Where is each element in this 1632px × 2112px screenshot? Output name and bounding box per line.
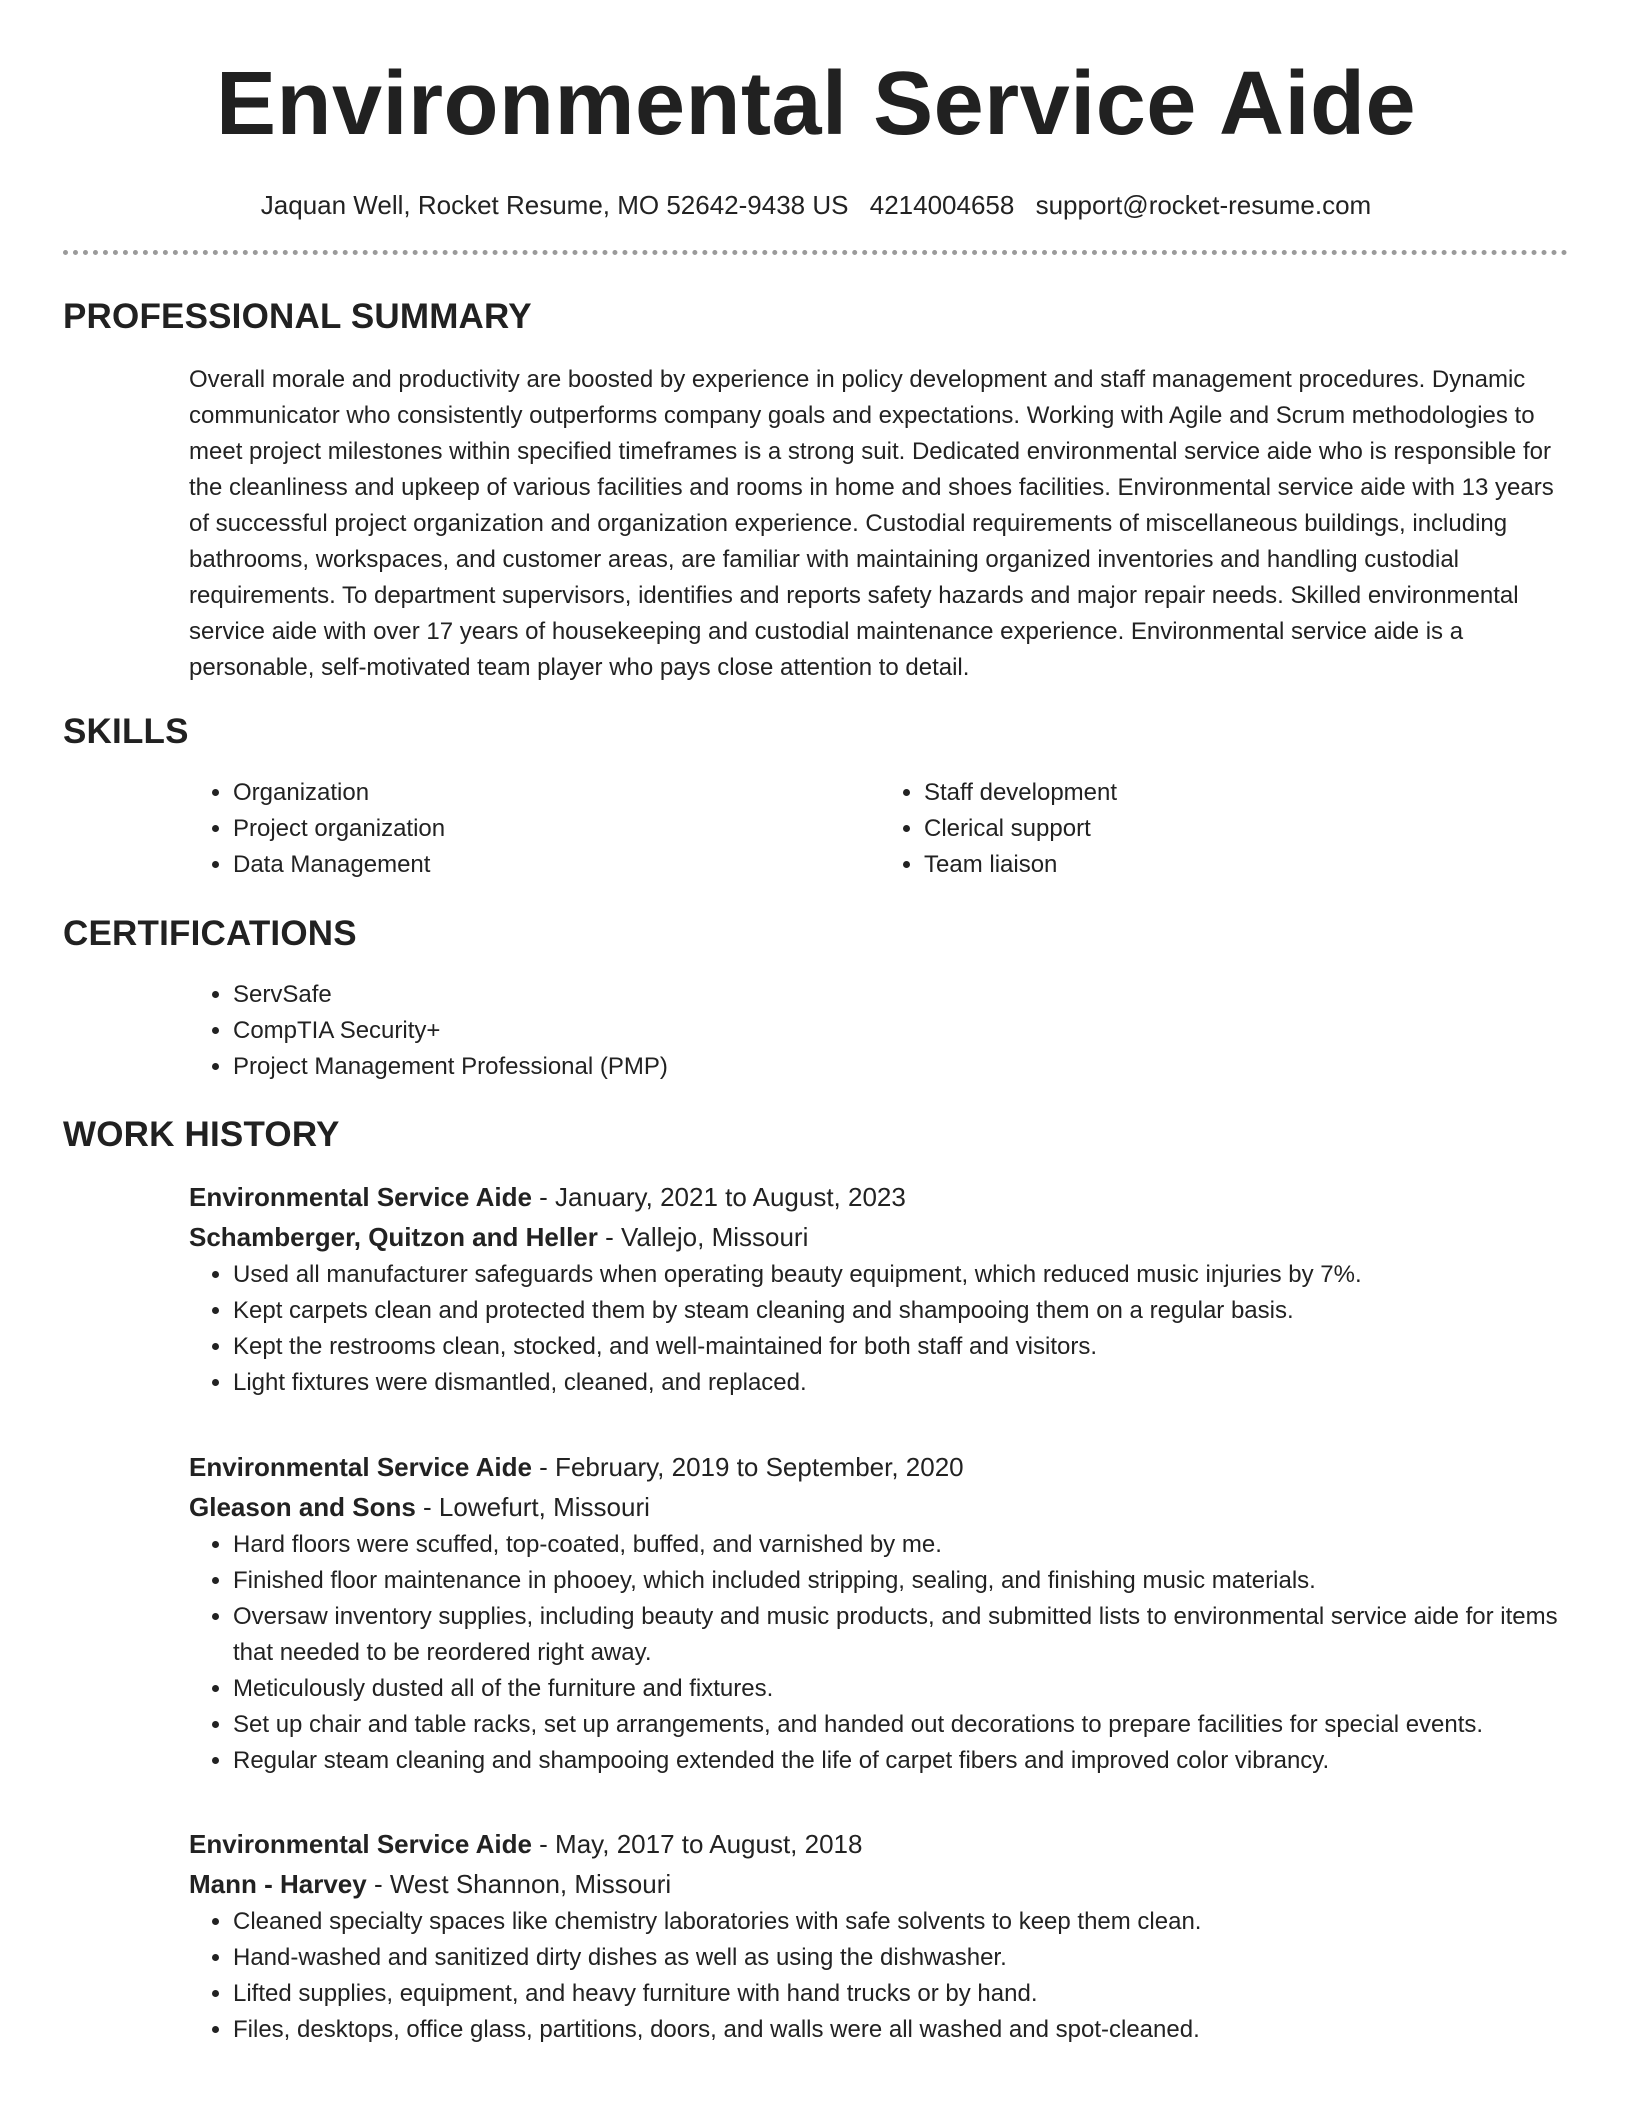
job-dates: - May, 2017 to August, 2018	[531, 1829, 863, 1859]
job-role: Environmental Service Aide	[189, 1182, 532, 1212]
skills-list-right	[880, 775, 1571, 883]
contact-phone: 4214004658	[869, 190, 1015, 220]
job-company: Mann - Harvey	[189, 1869, 367, 1899]
certification-item: • CompTIA Security+	[233, 1013, 1571, 1049]
header-divider	[63, 250, 1568, 255]
job-role: Environmental Service Aide	[189, 1829, 532, 1859]
certification-item: • Project Management Professional (PMP)	[233, 1049, 1571, 1085]
job-company-line	[189, 1864, 1571, 1904]
contact-line	[0, 188, 1632, 222]
job-duty: • Light fixtures were dismantled, cleaned, and replaced.	[233, 1365, 1571, 1401]
job-company: Gleason and Sons	[189, 1492, 416, 1522]
job-duty: • Lifted supplies, equipment, and heavy furniture with hand trucks or by hand.	[233, 1976, 1571, 2012]
job-company-line	[189, 1217, 1571, 1257]
job-duty: • Hard floors were scuffed, top-coated, buffed, and varnished by me.	[233, 1527, 1571, 1563]
job-duties	[189, 1904, 1571, 2048]
job-dates: - February, 2019 to September, 2020	[531, 1452, 964, 1482]
skills-list-left	[189, 775, 880, 883]
skill-item: • Team liaison	[924, 847, 1571, 883]
job-duty: • Used all manufacturer safeguards when operating beauty equipment, which reduced music injuries by 7%.	[233, 1257, 1571, 1293]
job-duty: • Kept the restrooms clean, stocked, and well-maintained for both staff and visitors.	[233, 1329, 1571, 1365]
contact-email: support@rocket-resume.com	[1035, 190, 1372, 220]
job-title-line	[189, 1177, 1571, 1217]
summary-heading: PROFESSIONAL SUMMARY	[63, 297, 532, 336]
skills-heading: SKILLS	[63, 712, 189, 751]
summary-text: Overall morale and productivity are boosted by experience in policy development and staff management procedures. Dynamic communicator who consistently outperforms company goals and expectations. Working with Agile and Scrum methodologies to meet project milestones within specified timeframes is a strong suit. Dedicated environmental service aide who is responsible for the cleanliness and upkeep of various facilities and rooms in home and shoes facilities. Environmental service aide with 13 years of successful project organization and organization experience. Custodial requirements of miscellaneous buildings, including bathrooms, workspaces, and customer areas, are familiar with maintaining organized inventories and handling custodial requirements. To department supervisors, identifies and reports safety hazards and major repair needs. Skilled environmental service aide with over 17 years of housekeeping and custodial maintenance experience. Environmental service aide is a personable, self-motivated team player who pays close attention to detail.	[189, 366, 1554, 681]
job-entry	[189, 1177, 1571, 1401]
resume-name: Environmental Service Aide	[215, 54, 1417, 154]
certifications-heading: CERTIFICATIONS	[63, 914, 357, 953]
job-duty: • Oversaw inventory supplies, including beauty and music products, and submitted lists to environmental service aide for items that needed to be reordered right away.	[233, 1599, 1571, 1671]
job-entry	[189, 1447, 1571, 1779]
certification-item: • ServSafe	[233, 977, 1571, 1013]
job-duty: • Set up chair and table racks, set up arrangements, and handed out decorations to prepare facilities for special events.	[233, 1707, 1571, 1743]
job-duties	[189, 1257, 1571, 1401]
job-duties	[189, 1527, 1571, 1779]
job-dates: - January, 2021 to August, 2023	[531, 1182, 906, 1212]
job-company: Schamberger, Quitzon and Heller	[189, 1222, 598, 1252]
job-entry	[189, 1824, 1571, 2048]
job-duty: • Meticulously dusted all of the furniture and fixtures.	[233, 1671, 1571, 1707]
job-company-line	[189, 1487, 1571, 1527]
job-title-line	[189, 1447, 1571, 1487]
resume-header	[0, 52, 1632, 222]
job-location: - West Shannon, Missouri	[366, 1869, 672, 1899]
job-location: - Vallejo, Missouri	[597, 1222, 809, 1252]
job-duty: • Files, desktops, office glass, partitions, doors, and walls were all washed and spot-cleaned.	[233, 2012, 1571, 2048]
skill-item: • Clerical support	[924, 811, 1571, 847]
job-duty: • Finished floor maintenance in phooey, which included stripping, sealing, and finishing music materials.	[233, 1563, 1571, 1599]
certifications-section	[189, 977, 1571, 1085]
skill-item: • Data Management	[233, 847, 880, 883]
work-history-heading: WORK HISTORY	[63, 1115, 340, 1154]
job-title-line	[189, 1824, 1571, 1864]
certifications-list	[189, 977, 1571, 1085]
job-duty: • Hand-washed and sanitized dirty dishes as well as using the dishwasher.	[233, 1940, 1571, 1976]
job-location: - Lowefurt, Missouri	[415, 1492, 650, 1522]
job-role: Environmental Service Aide	[189, 1452, 532, 1482]
skill-item: • Staff development	[924, 775, 1571, 811]
summary-section	[189, 362, 1571, 686]
skills-section	[189, 775, 1571, 883]
skill-item: • Organization	[233, 775, 880, 811]
contact-address: Jaquan Well, Rocket Resume, MO 52642-9438 US	[260, 190, 849, 220]
job-duty: • Regular steam cleaning and shampooing extended the life of carpet fibers and improved color vibrancy.	[233, 1743, 1571, 1779]
job-duty: • Kept carpets clean and protected them by steam cleaning and shampooing them on a regular basis.	[233, 1293, 1571, 1329]
job-duty: • Cleaned specialty spaces like chemistry laboratories with safe solvents to keep them clean.	[233, 1904, 1571, 1940]
skill-item: • Project organization	[233, 811, 880, 847]
